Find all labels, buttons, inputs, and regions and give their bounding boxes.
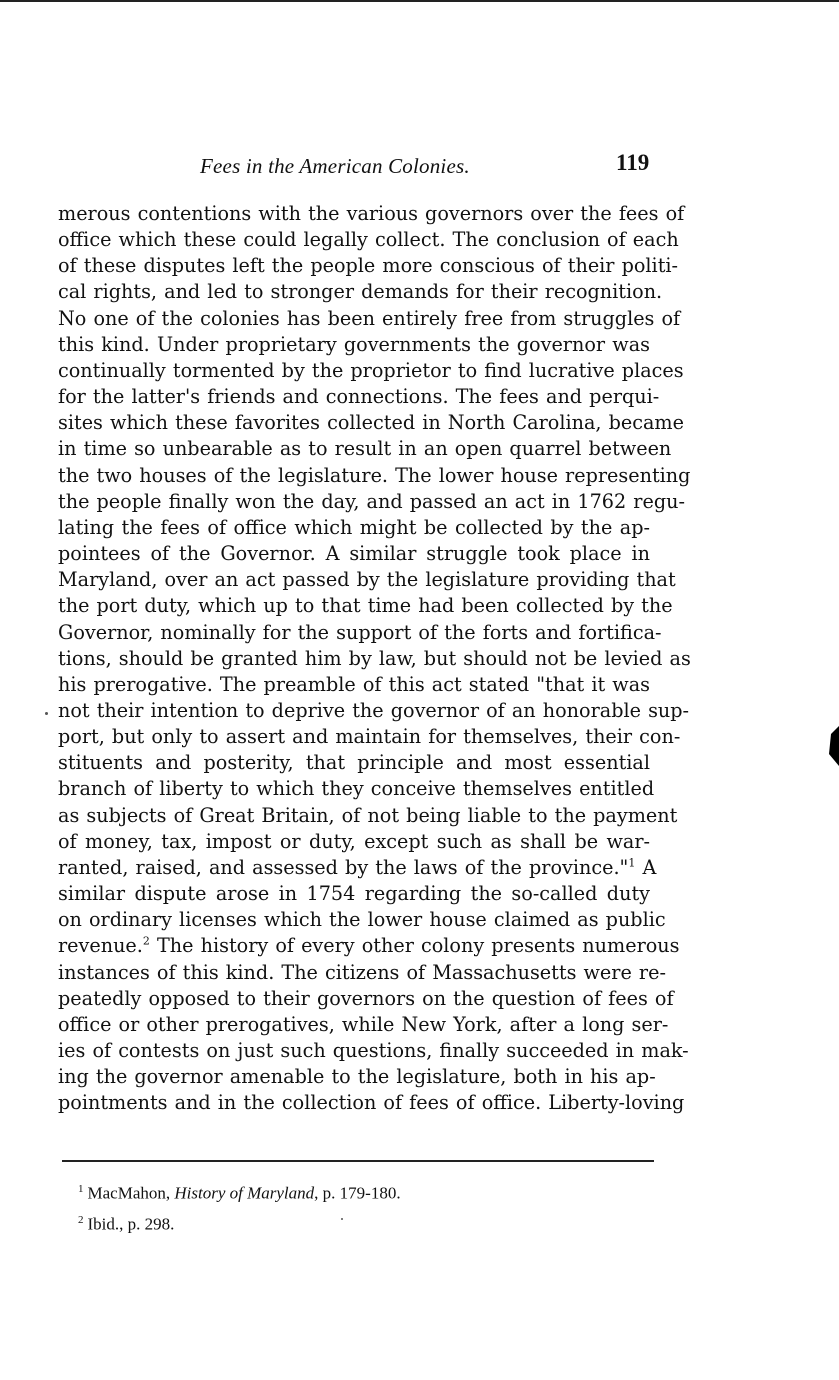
text-line: branch of liberty to which they conceive themselves entitled: [58, 777, 655, 801]
footnote-1: [78, 1176, 638, 1207]
footnote-mark: 1: [78, 1183, 84, 1195]
text-line: Maryland, over an act passed by the legislature providing that: [58, 568, 676, 592]
body-text: [58, 201, 691, 1116]
text-line: instances of this kind. The citizens of Massachusetts were re-: [58, 960, 666, 984]
text-line: the two houses of the legislature. The lower house representing: [58, 463, 691, 487]
text-line: pointments and in the collection of fees of office. Liberty-loving: [58, 1091, 685, 1115]
text-line: his prerogative. The preamble of this act stated "that it was: [58, 672, 651, 696]
text-line: of money, tax, impost or duty, except such as shall be war-: [58, 829, 650, 853]
running-head: [0, 150, 839, 180]
text-segment: A: [635, 855, 657, 879]
text-line: the people finally won the day, and passed an act in 1762 regu-: [58, 489, 685, 513]
paper-speck: [341, 1218, 343, 1220]
top-edge-rule: [0, 0, 839, 2]
text-line: on ordinary licenses which the lower house claimed as public: [58, 908, 666, 932]
text-line-with-footnote-ref: [58, 933, 680, 959]
running-title: Fees in the American Colonies.: [200, 154, 470, 178]
footnotes: [78, 1176, 638, 1237]
text-line: tions, should be granted him by law, but should not be levied as: [58, 646, 691, 670]
footnote-rule: [62, 1160, 654, 1162]
text-segment: ranted, raised, and assessed by the laws of the province.": [58, 855, 629, 879]
footnote-author: MacMahon,: [87, 1183, 175, 1203]
text-line-with-footnote-ref: [58, 855, 657, 881]
footnote-book-title: History of Maryland: [174, 1183, 315, 1203]
paper-speck: [45, 712, 48, 715]
text-line: office which these could legally collect. The conclusion of each: [58, 228, 679, 252]
text-line: not their intention to deprive the governor of an honorable sup-: [58, 698, 690, 722]
text-line: for the latter's friends and connections. The fees and perqui-: [58, 385, 660, 409]
text-line: this kind. Under proprietary governments the governor was: [58, 332, 650, 356]
text-line: office or other prerogatives, while New York, after a long ser-: [58, 1012, 669, 1036]
text-line: port, but only to assert and maintain for themselves, their con-: [58, 725, 681, 749]
text-segment: revenue.: [58, 934, 143, 958]
text-segment: The history of every other colony presents numerous: [149, 934, 680, 958]
text-line: in time so unbearable as to result in an open quarrel between: [58, 437, 672, 461]
footnote-ref-1: 1: [628, 856, 636, 870]
text-line: Governor, nominally for the support of the forts and fortifica-: [58, 620, 662, 644]
text-line: the port duty, which up to that time had been collected by the: [58, 594, 673, 618]
text-line: continually tormented by the proprietor to find lucrative places: [58, 358, 684, 382]
text-line: stituents and posterity, that principle and most essential: [58, 751, 650, 775]
text-line: as subjects of Great Britain, of not being liable to the payment: [58, 803, 678, 827]
footnote-text: Ibid., p. 298.: [87, 1214, 175, 1234]
page-number: 119: [616, 150, 650, 175]
text-line: pointees of the Governor. A similar struggle took place in: [58, 542, 650, 566]
text-line: cal rights, and led to stronger demands for their recognition.: [58, 280, 663, 304]
footnote-mark: 2: [78, 1213, 84, 1226]
text-line: lating the fees of office which might be collected by the ap-: [58, 515, 650, 539]
text-line: merous contentions with the various governors over the fees of: [58, 202, 685, 225]
footnote-pages: , p. 179-180.: [314, 1183, 401, 1203]
text-line: sites which these favorites collected in North Carolina, became: [58, 411, 684, 435]
footnote-ref-2: 2: [142, 934, 150, 948]
text-line: ing the governor amenable to the legislature, both in his ap-: [58, 1065, 656, 1089]
footnote-2: [78, 1207, 638, 1238]
text-line: peatedly opposed to their governors on the question of fees of: [58, 986, 674, 1010]
text-line: No one of the colonies has been entirely free from struggles of: [58, 306, 681, 330]
text-line: of these disputes left the people more conscious of their politi-: [58, 254, 679, 278]
page-edge-mark: [829, 726, 839, 766]
text-line: similar dispute arose in 1754 regarding the so-called duty: [58, 882, 650, 906]
text-line: ies of contests on just such questions, finally succeeded in mak-: [58, 1039, 689, 1062]
